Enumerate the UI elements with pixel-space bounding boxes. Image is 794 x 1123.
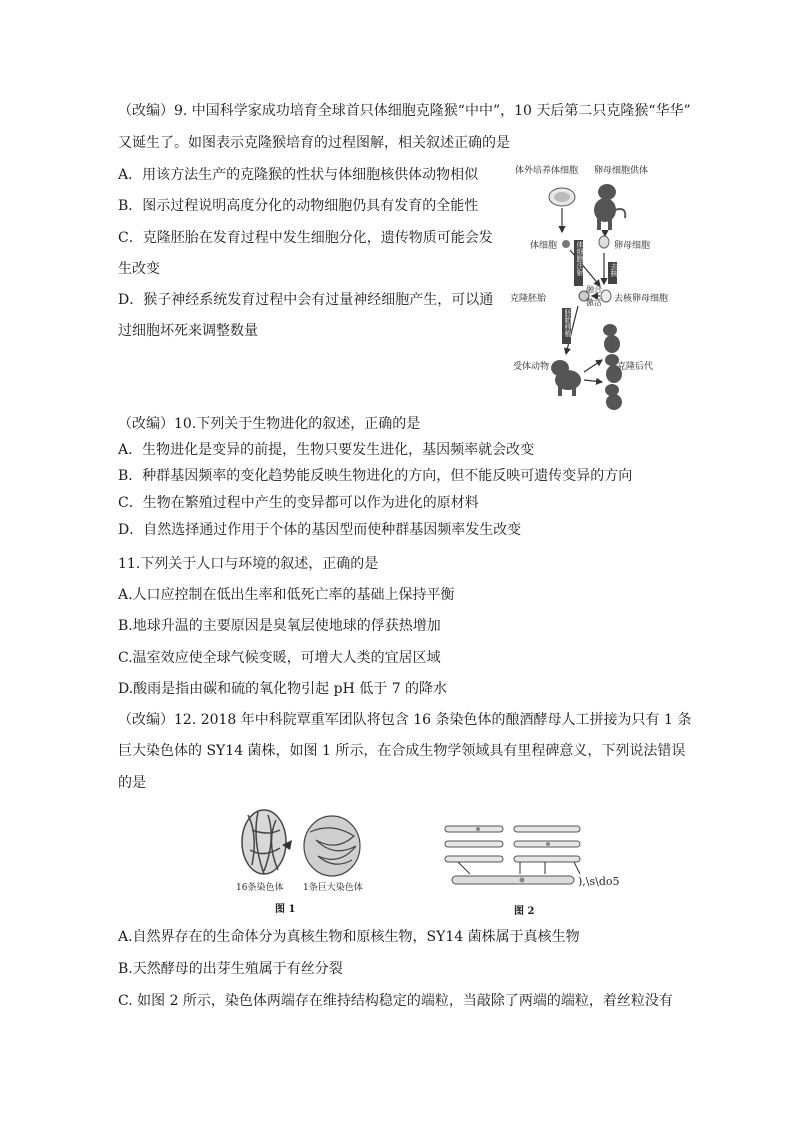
q10-option-a: A．生物进化是变异的前提，生物只要发生进化，基因频率就会改变 [118,442,535,458]
label-nucleus-inject: 体细胞注射 [576,241,584,276]
label-donor: 卵母细胞供体 [594,166,649,176]
fig2-artifact-text: ),\s\do5 [578,875,620,888]
q10-option-b: B．种群基因频率的变化趋势能反映生物进化的方向，但不能反映可遗传变异的方向 [118,468,633,484]
q9-stem-line1: （改编）9. 中国科学家成功培育全球首只体细胞克隆猴“中中”，10 天后第二只克隆猴“华华” [118,103,691,119]
label-offspring: 克隆后代 [617,362,654,372]
q9-option-d-line2: 过细胞坏死来调整数量 [118,323,258,339]
q9-option-b: B．图示过程说明高度分化的动物细胞仍具有发育的全能性 [118,198,479,214]
label-somatic: 体细胞 [530,241,558,251]
q12-stem-line2: 巨大染色体的 SY14 菌株，如图 1 所示，在合成生物学领域具有里程碑意义，下列说法错误 [118,743,686,759]
fig1-caption: 图 1 [275,904,296,915]
q10-option-c: C．生物在繁殖过程中产生的变异都可以作为进化的原材料 [118,495,479,511]
q10-option-d: D．自然选择通过作用于个体的基因型而使种群基因频率发生改变 [118,522,522,538]
q11-stem: 11.下列关于人口与环境的叙述，正确的是 [118,556,379,572]
q10-stem: （改编）10.下列关于生物进化的叙述，正确的是 [118,416,421,432]
label-fusion: 融合 [586,285,602,294]
q11-option-c: C.温室效应使全球气候变暖，可增大人类的宜居区域 [118,650,441,666]
q12-option-a: A.自然界存在的生命体分为真核生物和原核生物，SY14 菌株属于真核生物 [118,929,580,945]
label-recipient: 受体动物 [513,362,550,372]
q9-stem-line2: 又诞生了。如图表示克隆猴培育的过程图解，相关叙述正确的是 [118,135,510,151]
label-enucleated: 去核卵母细胞 [614,294,669,304]
fig2-caption: 图 2 [514,906,535,917]
chromosome-bars [445,826,580,884]
label-transfer: 胚胎移植 [564,309,572,337]
q11-option-d: D.酸雨是指由碳和硫的氧化物引起 pH 低于 7 的降水 [118,681,448,697]
q9-option-c-line1: C．克隆胚胎在发育过程中发生细胞分化，遗传物质可能会发 [118,230,493,246]
q9-option-d-line1: D．猴子神经系统发育过程中会有过量神经细胞产生，可以通 [118,292,494,308]
fig1-label-left: 16条染色体 [236,883,284,893]
label-enucleate: 去核 [610,263,618,277]
q12-option-c: C. 如图 2 所示，染色体两端存在维持结构稳定的端粒，当敲除了两端的端粒，着丝粒没有 [118,993,673,1009]
label-oocyte: 卵母细胞 [614,241,651,251]
q12-stem-line1: （改编）12. 2018 年中科院覃重军团队将包含 16 条染色体的酿酒酵母人工拼接为只有 1 条 [118,712,692,728]
q9-option-c-line2: 生改变 [118,261,160,277]
centromere-marks [476,827,550,883]
label-culture: 体外培养体细胞 [515,166,579,176]
label-embryo: 克隆胚胎 [510,294,547,304]
q11-option-b: B.地球升温的主要原因是臭氧层使地球的俘获热增加 [118,618,441,634]
fig1-label-right: 1条巨大染色体 [303,883,363,893]
q12-option-b: B.天然酵母的出芽生殖属于有丝分裂 [118,961,343,977]
q9-option-a: A．用该方法生产的克隆猴的性状与体细胞核供体动物相似 [118,167,479,183]
label-activate: 激活 [586,298,602,307]
q12-stem-line3: 的是 [118,775,146,791]
q11-option-a: A.人口应控制在低出生率和低死亡率的基础上保持平衡 [118,587,455,603]
